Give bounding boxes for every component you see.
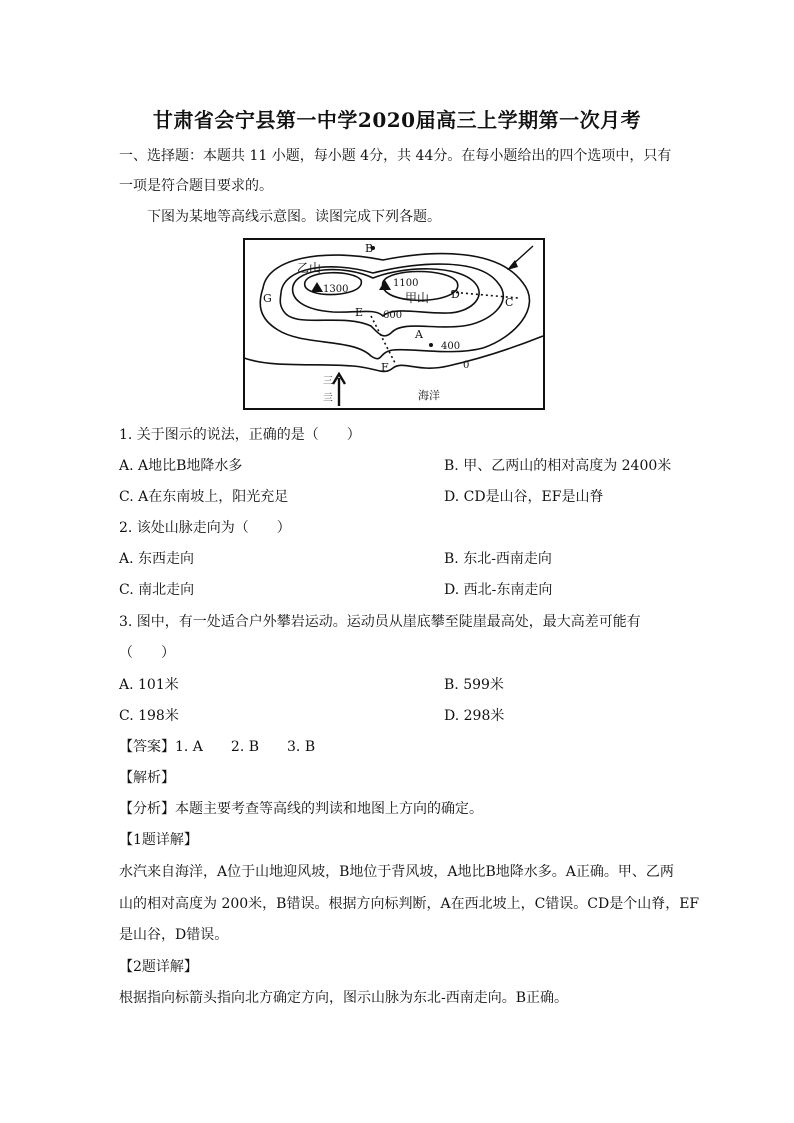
label-contour-600: 600 (383, 310, 403, 321)
question-3-option-b: B. 599米 (444, 677, 504, 693)
label-peak-yi: 乙山 (297, 261, 322, 275)
detail-1-heading: 【1题详解】 (119, 832, 198, 848)
question-1-option-d: D. CD是山谷，EF是山脊 (444, 489, 604, 505)
label-e: E (355, 306, 364, 319)
question-3-option-a: A. 101米 (119, 677, 179, 693)
label-sea: 海洋 (418, 389, 440, 402)
analysis-intro: 【分析】本题主要考查等高线的判读和地图上方向的确定。 (119, 801, 483, 817)
label-g: G (263, 292, 272, 305)
label-f: F (381, 361, 389, 374)
question-1-option-b: B. 甲、乙两山的相对高度为 2400米 (444, 458, 672, 474)
question-3-option-c: C. 198米 (119, 708, 179, 724)
label-cliff-top: 三 (323, 376, 333, 387)
question-1-option-a: A. A地比B地降水多 (119, 458, 243, 474)
contour-map (243, 238, 545, 410)
detail-1-line-1: 水汽来自海洋，A位于山地迎风坡，B地位于背风坡，A地比B地降水多。A正确。甲、乙两 (119, 864, 674, 880)
question-3-stem-blank: （ ） (119, 645, 175, 661)
label-elev-1100: 1100 (393, 278, 419, 289)
question-3-option-d: D. 298米 (444, 708, 505, 724)
page-title: 甘肃省会宁县第一中学2020届高三上学期第一次月考 (152, 108, 642, 132)
label-contour-0: 0 (463, 360, 470, 371)
label-cliff-bottom: 亖 (323, 393, 333, 404)
peak-yi-icon (311, 282, 323, 292)
label-elev-1300: 1300 (323, 284, 349, 295)
label-d: D (451, 288, 460, 301)
label-c: C (505, 296, 514, 309)
label-contour-400: 400 (441, 341, 461, 352)
section-intro-line-2: 一项是符合题目要求的。 (119, 178, 273, 194)
label-peak-jia: 甲山 (405, 291, 430, 305)
line-ef (371, 316, 395, 363)
point-a-dot (429, 343, 433, 347)
detail-2-heading: 【2题详解】 (119, 959, 198, 975)
question-2-option-a: A. 东西走向 (119, 551, 195, 567)
label-a: A (415, 328, 423, 341)
question-2-option-b: B. 东北-西南走向 (444, 551, 552, 567)
question-1-option-c: C. A在东南坡上，阳光充足 (119, 489, 289, 505)
question-2-option-c: C. 南北走向 (119, 582, 195, 598)
question-1-stem: 1. 关于图示的说法，正确的是（ ） (119, 427, 361, 443)
detail-1-line-2: 山的相对高度为 200米，B错误。根据方向标判断，A在西北坡上，C错误。CD是个山脊，EF (119, 896, 700, 912)
question-2-stem: 2. 该处山脉走向为（ ） (119, 520, 291, 536)
question-2-option-d: D. 西北-东南走向 (444, 582, 553, 598)
up-arrow-icon (333, 374, 345, 406)
detail-1-line-3: 是山谷，D错误。 (119, 927, 229, 943)
label-b: B (365, 242, 374, 255)
question-3-stem: 3. 图中，有一处适合户外攀岩运动。运动员从崖底攀至陡崖最高处，最大高差可能有 (119, 614, 641, 630)
analysis-heading: 【解析】 (119, 770, 175, 786)
answer-line: 【答案】1. A 2. B 3. B (119, 739, 316, 755)
section-intro-line-1: 一、选择题：本题共 11 小题，每小题 4分，共 44分。在每小题给出的四个选项中，只有 (119, 148, 672, 164)
detail-2-line-1: 根据指向标箭头指向北方确定方向，图示山脉为东北-西南走向。B正确。 (119, 990, 569, 1006)
question-prompt: 下图为某地等高线示意图。读图完成下列各题。 (147, 209, 441, 225)
peak-jia-icon (379, 280, 391, 290)
